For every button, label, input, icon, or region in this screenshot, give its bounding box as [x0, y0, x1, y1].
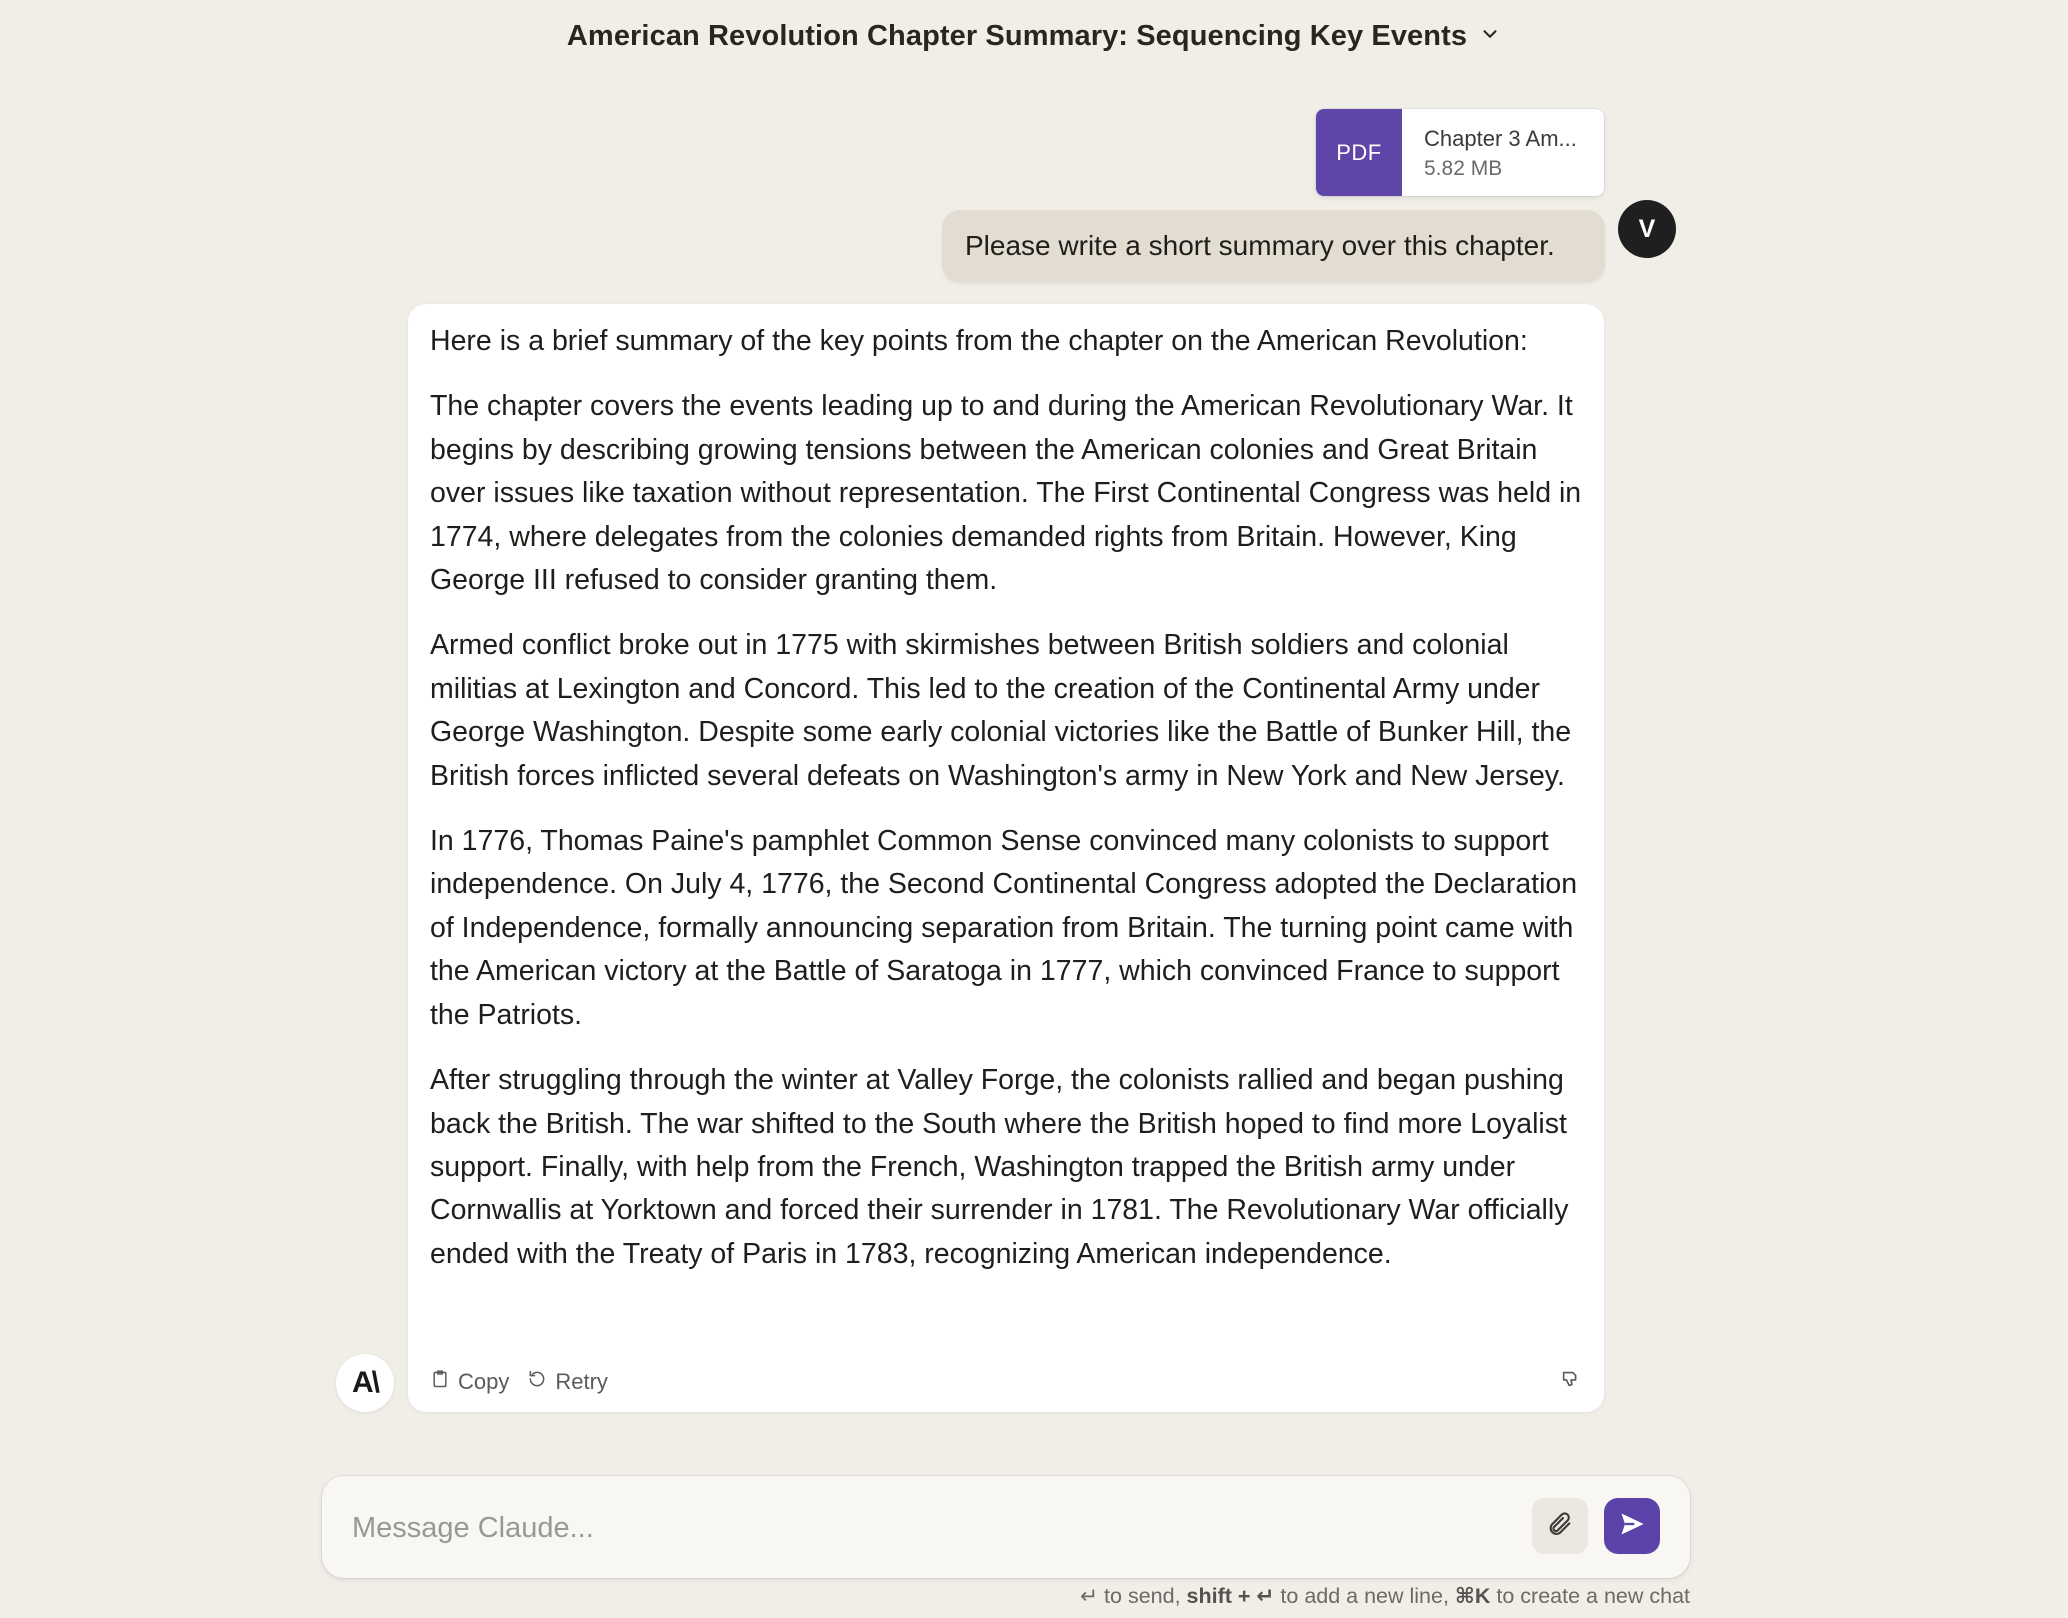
hint-send-text: to send,	[1098, 1584, 1187, 1608]
keyboard-hint	[1080, 1584, 1690, 1609]
hint-new-chat-key: ⌘K	[1454, 1584, 1491, 1608]
message-input[interactable]	[350, 1504, 1514, 1552]
enter-key-icon: ↵	[1080, 1584, 1099, 1608]
assistant-paragraph: Armed conflict broke out in 1775 with skirmishes between British soldiers and colonial militias at Lexington and Concord. This led to the creation of the Continental Army under George Washington. Despite some early colonial victories like the Battle of Bunker Hill, the British forces inflicted several defeats on Washington's army in New York and New Jersey.	[430, 629, 1572, 792]
chat-title-dropdown[interactable]	[557, 16, 1511, 57]
send-arrow-icon	[1618, 1510, 1646, 1543]
assistant-message	[408, 304, 1604, 1412]
assistant-paragraph: Here is a brief summary of the key points from the chapter on the American Revolution:	[430, 325, 1528, 357]
message-actions	[430, 1368, 1582, 1396]
message-composer	[322, 1476, 1690, 1578]
clipboard-icon	[430, 1369, 450, 1395]
assistant-paragraph: In 1776, Thomas Paine's pamphlet Common Sense convinced many colonists to support independence. On July 4, 1776, the Second Continental Congress adopted the Declaration of Independence, formally announcing separation from Britain. The turning point came with the American victory at the Battle of Saratoga in 1777, which convinced France to support the Patriots.	[430, 825, 1578, 1031]
user-message	[942, 210, 1605, 282]
retry-label: Retry	[555, 1369, 608, 1394]
hint-new-chat-text: to create a new chat	[1490, 1584, 1690, 1608]
retry-button[interactable]	[527, 1369, 608, 1395]
user-avatar[interactable]: V	[1618, 200, 1676, 258]
chat-header	[0, 16, 2068, 57]
copy-button[interactable]	[430, 1369, 509, 1395]
retry-icon	[527, 1369, 547, 1395]
send-button[interactable]	[1604, 1498, 1660, 1554]
pdf-attachment[interactable]	[1316, 109, 1604, 196]
hint-newline-text: to add a new line,	[1274, 1584, 1455, 1608]
chevron-down-icon	[1479, 20, 1501, 53]
pdf-badge: PDF	[1316, 109, 1402, 196]
paperclip-icon	[1546, 1510, 1574, 1543]
attach-file-button[interactable]	[1532, 1498, 1588, 1554]
copy-label: Copy	[458, 1369, 510, 1394]
chat-title: American Revolution Chapter Summary: Sequencing Key Events	[566, 20, 1468, 52]
assistant-paragraph: After struggling through the winter at Valley Forge, the colonists rallied and began pushing back the British. The war shifted to the South where the British hoped to find more Loyalist support. Finally, with help from the French, Washington trapped the British army under Cornwallis at Yorktown and forced their surrender in 1781. The Revolutionary War officially ended with the Treaty of Paris in 1783, recognizing American independence.	[430, 1064, 1569, 1270]
thumbs-down-icon	[1560, 1368, 1582, 1396]
assistant-paragraph: The chapter covers the events leading up to and during the American Revolutionary War. It begins by describing growing tensions between the American colonies and Great Britain over issues like taxation without representation. The First Continental Congress was held in 1774, where delegates from the colonies demanded rights from Britain. However, King George III refused to consider granting them.	[430, 390, 1582, 597]
attachment-meta	[1402, 109, 1577, 196]
anthropic-logo-icon: A\	[352, 1366, 378, 1399]
claude-avatar	[336, 1354, 394, 1412]
thumbs-down-button[interactable]	[1560, 1368, 1582, 1396]
attachment-size: 5.82 MB	[1424, 156, 1503, 180]
user-message-text: Please write a short summary over this chapter.	[965, 230, 1555, 261]
attachment-name: Chapter 3 Am...	[1424, 126, 1577, 151]
hint-shift-key: shift + ↵	[1186, 1584, 1275, 1608]
